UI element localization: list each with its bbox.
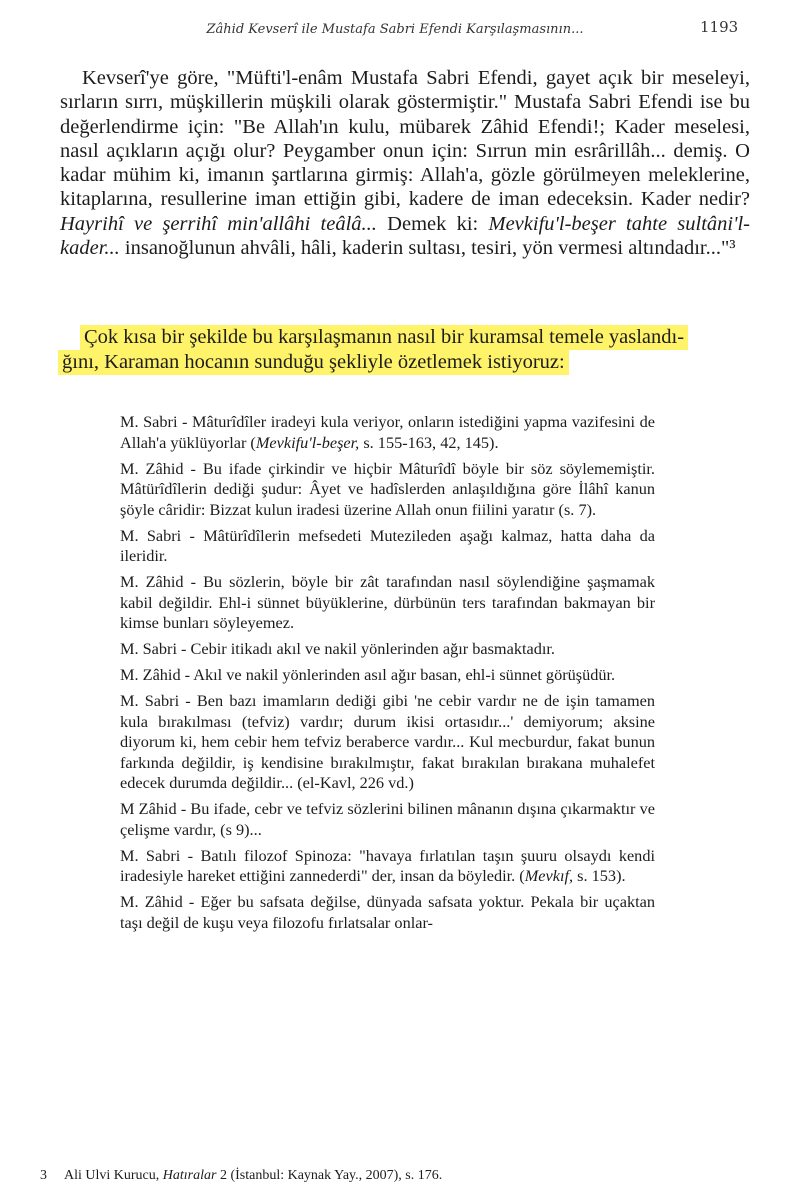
dialogue-entry bbox=[120, 799, 655, 840]
body-paragraph bbox=[60, 66, 750, 260]
dialogue-entry bbox=[120, 892, 655, 933]
footnote bbox=[40, 1168, 760, 1184]
highlighted-line: Çok kısa bir şekilde bu karşılaşmanın nasıl bir kuramsal temele yaslandı- bbox=[80, 325, 688, 350]
dialogue-text: M. Sabri - Cebir itikadı akıl ve nakil yönlerinden ağır basmaktadır. bbox=[120, 639, 555, 658]
footnote-italic: Hatıralar bbox=[162, 1168, 217, 1183]
dialogue-text: M. Zâhid - Bu ifade çirkindir ve hiçbir Mâturîdî böyle bir söz söylememiştir. Mâtürîdîlerin dediği şudur: Âyet ve hadîslerden anlaşıldığına göre İlâhî kanun şöyle câridir: Bizzat kulun iradesi üzerine Allah onun fiilini yaratır (s. 7). bbox=[120, 458, 655, 519]
dialogue-italic: Mevkıf, bbox=[524, 866, 574, 885]
dialogue-text: s. 155-163, 42, 145). bbox=[359, 432, 499, 452]
dialogue-text: M. Zâhid - Akıl ve nakil yönlerinden asıl ağır basan, ehl-i sünnet görüşüdür. bbox=[120, 665, 616, 684]
dialogue-text: s. 153). bbox=[573, 866, 626, 885]
paragraph-text: Kevserî'ye göre, "Müfti'l-enâm Mustafa Sabri Efendi, gayet açık bir meseleyi, sırların sırrı, müşkillerin müşkili olarak göstermiştir." Mustafa Sabri Efendi ise bu değerlendirme için: "Be Allah'ın kulu, mübarek Zâhid Efendi!; Kader meselesi, nasıl açıkların açığı olur? Peygamber onun için: Sırrun min esrârillâh... demiş. O kadar mühim ki, imanın şartlarına girmiş: Allah'a, gözle görülmeyen meleklerine, kitaplarına, resullerine iman ettiğin gibi, kadere de iman edeceksin. Kader nedir? bbox=[60, 67, 750, 211]
dialogue-text: M Zâhid - Bu ifade, cebr ve tefviz sözlerini bilinen mânanın dışına çıkarmaktır ve çelişme vardır, (s 9)... bbox=[120, 799, 655, 839]
paragraph-italic: Hayrihî ve şerrihî min'allâhi teâlâ... bbox=[60, 212, 377, 235]
dialogue-entry bbox=[120, 691, 655, 794]
dialogue-text: M. Sabri - Mâturîdîler iradeyi kula veriyor, onların istediğini yapma vazifesini de Allah'a yüklüyorlar ( bbox=[120, 412, 655, 452]
dialogue-entry bbox=[120, 526, 655, 567]
paragraph-italic: Mevkifu'l-beşer tahte sultâni'l-kader... bbox=[60, 212, 751, 260]
footnote-number: 3 bbox=[40, 1168, 47, 1183]
footnote-text: Ali Ulvi Kurucu, bbox=[64, 1168, 163, 1183]
dialogue-entry bbox=[120, 412, 655, 453]
highlighted-line: ğını, Karaman hocanın sunduğu şekliyle özetlemek istiyoruz: bbox=[58, 350, 569, 375]
dialogue-entry bbox=[120, 639, 655, 660]
paragraph-text: insanoğlunun ahvâli, hâli, kaderin sultası, tesiri, yön vermesi altındadır..."³ bbox=[119, 237, 736, 260]
dialogue-text: M. Sabri - Batılı filozof Spinoza: "havaya fırlatılan taşın şuuru olsaydı kendi iradesiyle hareket ettiğini zannederdi" der, insan da böyledir. ( bbox=[120, 845, 655, 885]
dialogue-italic: Mevkifu'l-beşer, bbox=[255, 432, 360, 452]
paragraph-text: Demek ki: bbox=[376, 212, 489, 235]
page-number: 1193 bbox=[700, 18, 739, 36]
dialogue-entry bbox=[120, 846, 655, 887]
dialogue-text: M. Zâhid - Eğer bu safsata değilse, dünyada safsata yoktur. Pekala bir uçaktan taşı değil de kuşu veya filozofu fırlatsalar onlar- bbox=[120, 892, 655, 932]
dialogue-entry bbox=[120, 572, 655, 634]
running-header: Zâhid Kevserî ile Mustafa Sabri Efendi Karşılaşmasının... bbox=[206, 22, 584, 37]
dialogue-text: M. Sabri - Ben bazı imamların dediği gibi 'ne cebir vardır ne de işin tamamen kula bırakılması (tefviz) vardır; durum ikisi ortasıdır...' demiyorum; aksine diyorum ki, hem cebir hem tefviz beraberce vardır... Kul mecburdur, fakat bunun farkında değildir, iş kendisine bırakılmıştır, fakat bırakılan bırakana muhalefet edecek durumda değildir... (el-Kavl, 226 vd.) bbox=[120, 691, 655, 792]
dialogue-entry bbox=[120, 459, 655, 521]
dialogue-entry bbox=[120, 665, 655, 686]
highlighted-paragraph bbox=[58, 325, 758, 375]
footnote-text: 2 (İstanbul: Kaynak Yay., 2007), s. 176. bbox=[216, 1168, 443, 1183]
dialogue-block bbox=[120, 412, 655, 939]
dialogue-text: M. Sabri - Mâtürîdîlerin mefsedeti Mutezileden aşağı kalmaz, hatta daha da ileridir. bbox=[120, 525, 655, 565]
dialogue-text: M. Zâhid - Bu sözlerin, böyle bir zât tarafından nasıl söylendiğine şaşmamak kabil değildir. Ehl-i sünnet büyüklerine, dürbünün ters tarafından bakmayan bir kimse bunları söyleyemez. bbox=[120, 572, 655, 632]
